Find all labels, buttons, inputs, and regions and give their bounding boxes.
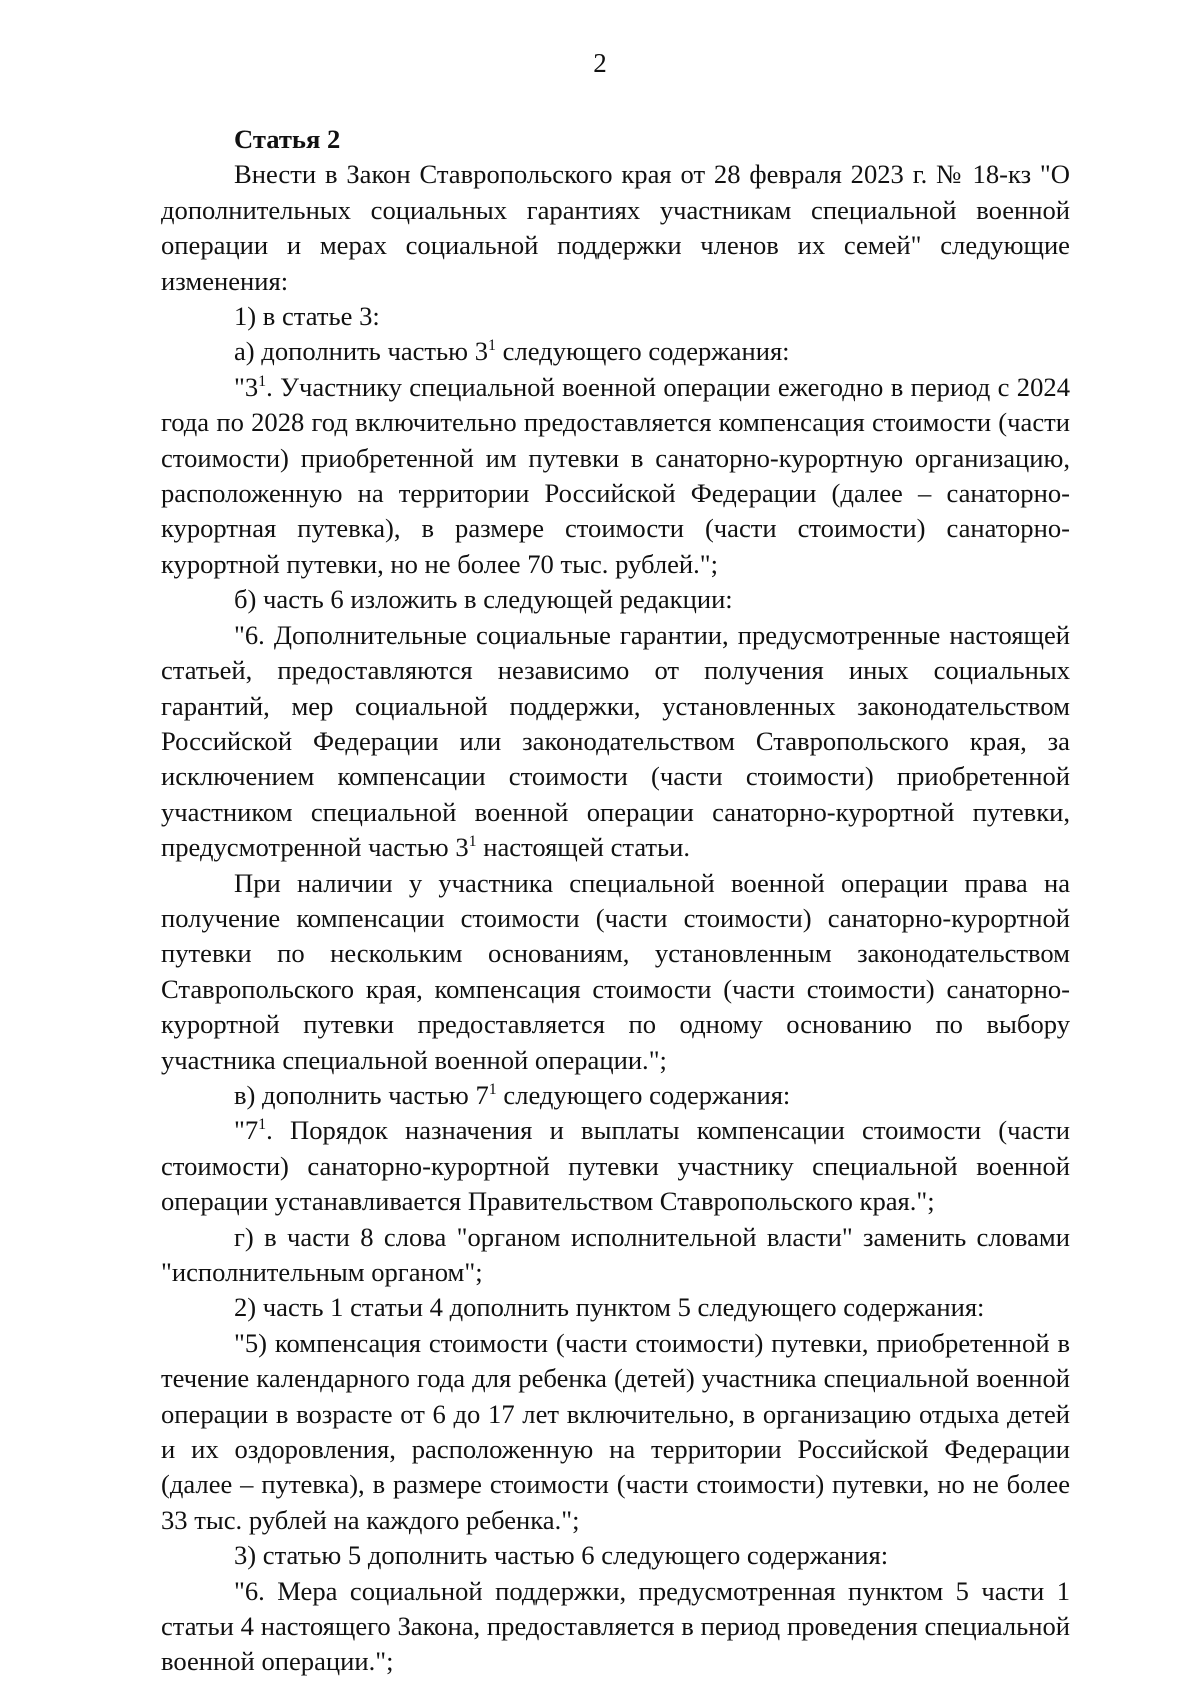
paragraph-item-1b: б) часть 6 изложить в следующей редакции: (234, 584, 733, 615)
text-fragment: . Порядок назначения и выплаты компенсации стоимости (части стоимости) санаторно-курортной путевки участнику специальной военной операции устанавливается Правительством Ставропольского края."; (161, 1115, 1070, 1217)
superscript: 1 (258, 1116, 267, 1134)
text-fragment: "6. Дополнительные социальные гарантии, предусмотренные настоящей статьей, предоставляются независимо от получения иных социальных гарантий, мер социальной поддержки, установленных законодательством Российской Федерации или законодательством Ставропольского края, за исключением компенсации стоимости (части стоимости) приобретенной участником специальной военной операции санаторно-курортной путевки, предусмотренной частью 3 (161, 619, 1070, 863)
text-fragment: а) дополнить частью 3 (234, 336, 488, 367)
page-number: 2 (593, 48, 607, 78)
paragraph-part-3-1 (161, 370, 1070, 582)
paragraph-item-1a (161, 334, 1070, 369)
paragraph-item-1v (161, 1078, 1070, 1113)
paragraph-part-7-1 (161, 1113, 1070, 1219)
superscript: 1 (488, 1080, 497, 1098)
superscript: 1 (258, 372, 267, 390)
text-fragment: в) дополнить частью 7 (234, 1079, 489, 1110)
paragraph-point-5: "5) компенсация стоимости (части стоимости) путевки, приобретенной в течение календарного года для ребенка (детей) участника специальной военной операции в возрасте от 6 до 17 лет включительно, в организацию отдыха детей и их оздоровления, расположенную на территории Российской Федерации (далее – путевка), в размере стоимости (части стоимости) путевки, но не более 33 тыс. рублей на каждого ребенка."; (161, 1327, 1070, 1535)
paragraph-part-6 (161, 618, 1070, 866)
text-fragment: настоящей статьи. (476, 832, 691, 863)
paragraph-part-6-article-5: "6. Мера социальной поддержки, предусмотренная пунктом 5 части 1 статьи 4 настоящего Закона, предоставляется в период проведения специальной военной операции."; (161, 1575, 1070, 1677)
paragraph-part-6-continued: При наличии у участника специальной военной операции права на получение компенсации стоимости (части стоимости) санаторно-курортной путевки по нескольким основаниям, установленным законодательством Ставропольского края, компенсация стоимости (части стоимости) санаторно-курортной путевки предоставляется по одному основанию по выбору участника специальной военной операции."; (161, 867, 1070, 1075)
superscript: 1 (468, 833, 477, 851)
paragraph-item-1: 1) в статье 3: (234, 301, 380, 332)
text-fragment: . Участнику специальной военной операции ежегодно в период с 2024 года по 2028 год включительно предоставляется компенсация стоимости (части стоимости) приобретенной им путевки в санаторно-курортную организацию, расположенную на территории Российской Федерации (далее – санаторно-курортная путевка), в размере стоимости (части стоимости) санаторно-курортной путевки, но не более 70 тыс. рублей."; (161, 371, 1070, 579)
paragraph-item-2: 2) часть 1 статьи 4 дополнить пунктом 5 следующего содержания: (234, 1292, 985, 1323)
text-fragment: "7 (234, 1115, 259, 1146)
text-fragment: следующего содержания: (496, 1079, 791, 1110)
paragraph-item-1g: г) в части 8 слова "органом исполнительной власти" заменить словами "исполнительным органом"; (161, 1221, 1070, 1287)
document-body (161, 122, 1070, 1680)
text-fragment: следующего содержания: (496, 336, 790, 367)
paragraph-item-3: 3) статью 5 дополнить частью 6 следующего содержания: (234, 1540, 889, 1571)
text-fragment: "3 (234, 371, 259, 402)
superscript: 1 (488, 337, 496, 355)
paragraph-amendment-intro: Внести в Закон Ставропольского края от 28 февраля 2023 г. № 18-кз "О дополнительных социальных гарантиях участникам специальной военной операции и мерах социальной поддержки членов их семей" следующие изменения: (161, 159, 1070, 296)
article-title: Статья 2 (234, 124, 341, 154)
